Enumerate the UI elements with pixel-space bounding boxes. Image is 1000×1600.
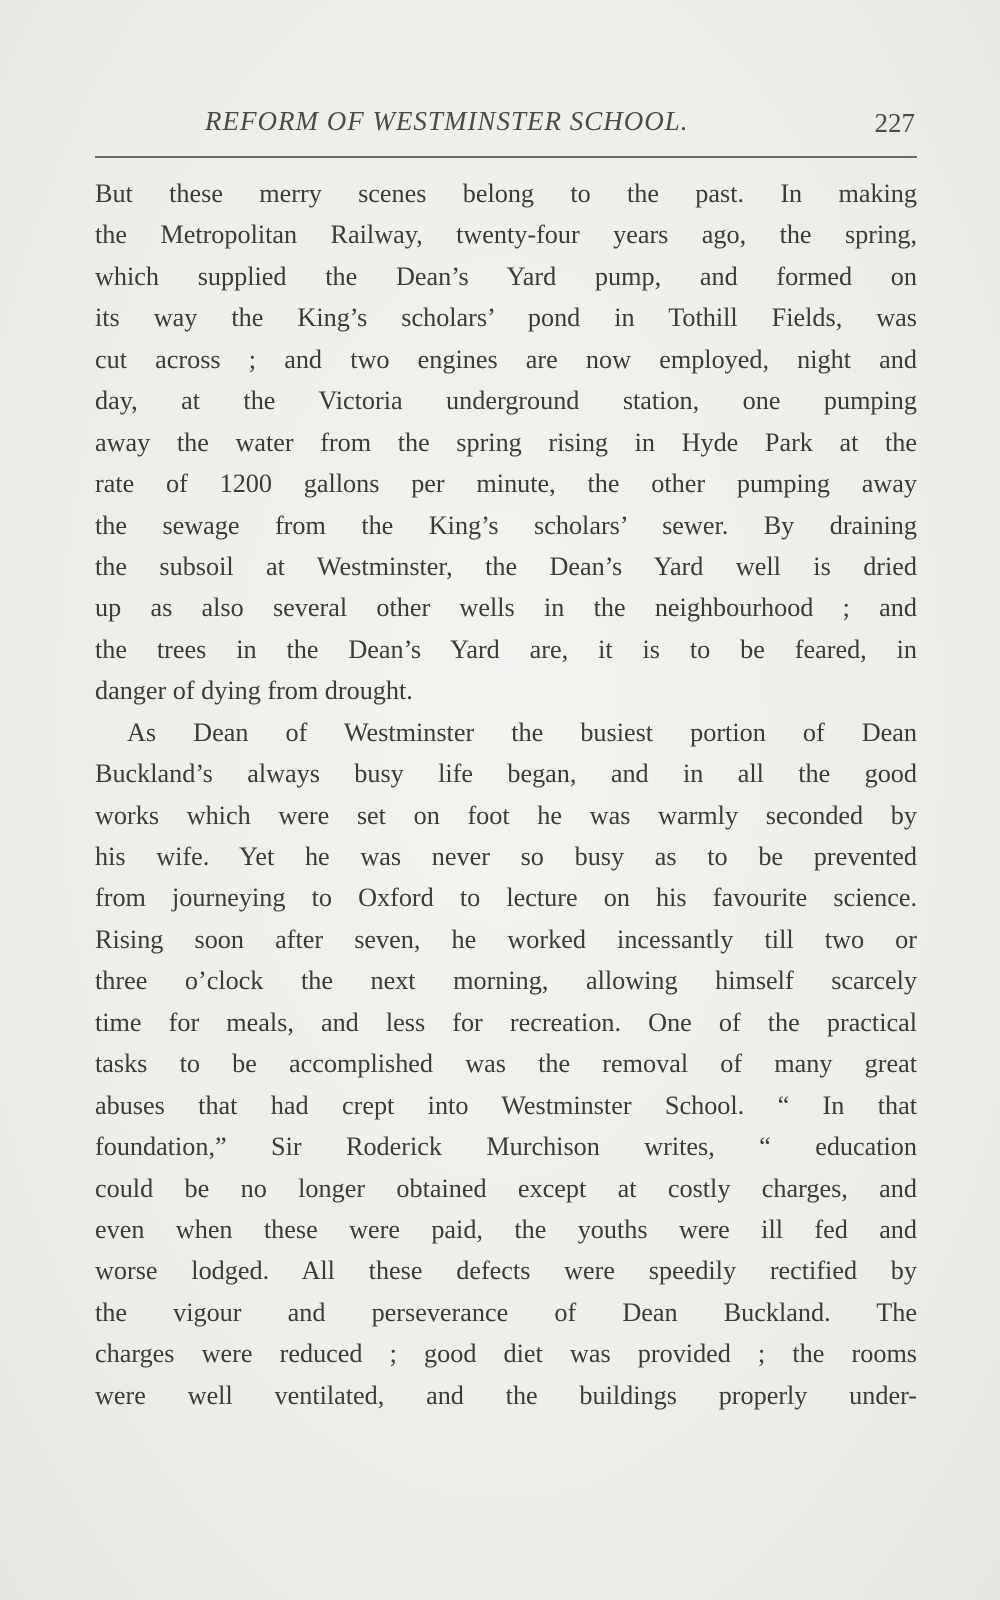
text-line: his wife. Yet he was never so busy as to be prevented [95,842,917,871]
text-line: could be no longer obtained except at costly charges, and [95,1173,917,1203]
text-line: Buckland’s always busy life began, and in all the good [95,759,917,789]
text-line: time for meals, and less for recreation. One of the practical [95,1007,917,1037]
text-line: the sewage from the King’s scholars’ sewer. By draining [95,510,917,540]
text-line: were well ventilated, and the buildings properly under- [95,1380,917,1410]
text-line: day, at the Victoria underground station, one pumping [95,386,917,416]
text-line: Rising soon after seven, he worked incessantly till two or [95,924,917,954]
text-line: away the water from the spring rising in Hyde Park at the [95,427,917,457]
text-line: rate of 1200 gallons per minute, the other pumping away [95,469,917,499]
text-line: three o’clock the next morning, allowing himself scarcely [95,966,917,996]
header-rule [95,156,917,158]
text-line: the trees in the Dean’s Yard are, it is to be feared, in [95,634,917,664]
text-line: works which were set on foot he was warmly seconded by [95,800,917,830]
text-line: foundation,” Sir Roderick Murchison writes, “ education [95,1132,917,1162]
text-line: up as also several other wells in the neighbourhood ; and [95,593,917,623]
text-line: which supplied the Dean’s Yard pump, and formed on [95,261,917,291]
running-head-title: REFORM OF WESTMINSTER SCHOOL. [205,106,689,136]
text-line: its way the King’s scholars’ pond in Tothill Fields, was [95,303,917,333]
running-head [95,106,915,146]
text-line: the subsoil at Westminster, the Dean’s Yard well is dried [95,551,917,581]
text-line: As Dean of Westminster the busiest portion of Dean [127,717,917,747]
text-line: But these merry scenes belong to the past. In making [95,179,917,208]
text-line: danger of dying from drought. [95,676,413,706]
text-line: tasks to be accomplished was the removal of many great [95,1049,917,1079]
text-line: worse lodged. All these defects were speedily rectified by [95,1256,917,1286]
body-text [95,173,917,1416]
text-line: abuses that had crept into Westminster School. “ In that [95,1090,917,1120]
page-number: 227 [874,108,915,138]
text-line: the Metropolitan Railway, twenty-four years ago, the spring, [95,220,917,250]
text-line: charges were reduced ; good diet was provided ; the rooms [95,1339,917,1369]
text-line: the vigour and perseverance of Dean Buckland. The [95,1297,917,1327]
text-line: cut across ; and two engines are now employed, night and [95,344,917,374]
text-line: even when these were paid, the youths were ill fed and [95,1214,917,1244]
text-line: from journeying to Oxford to lecture on his favourite science. [95,883,917,913]
